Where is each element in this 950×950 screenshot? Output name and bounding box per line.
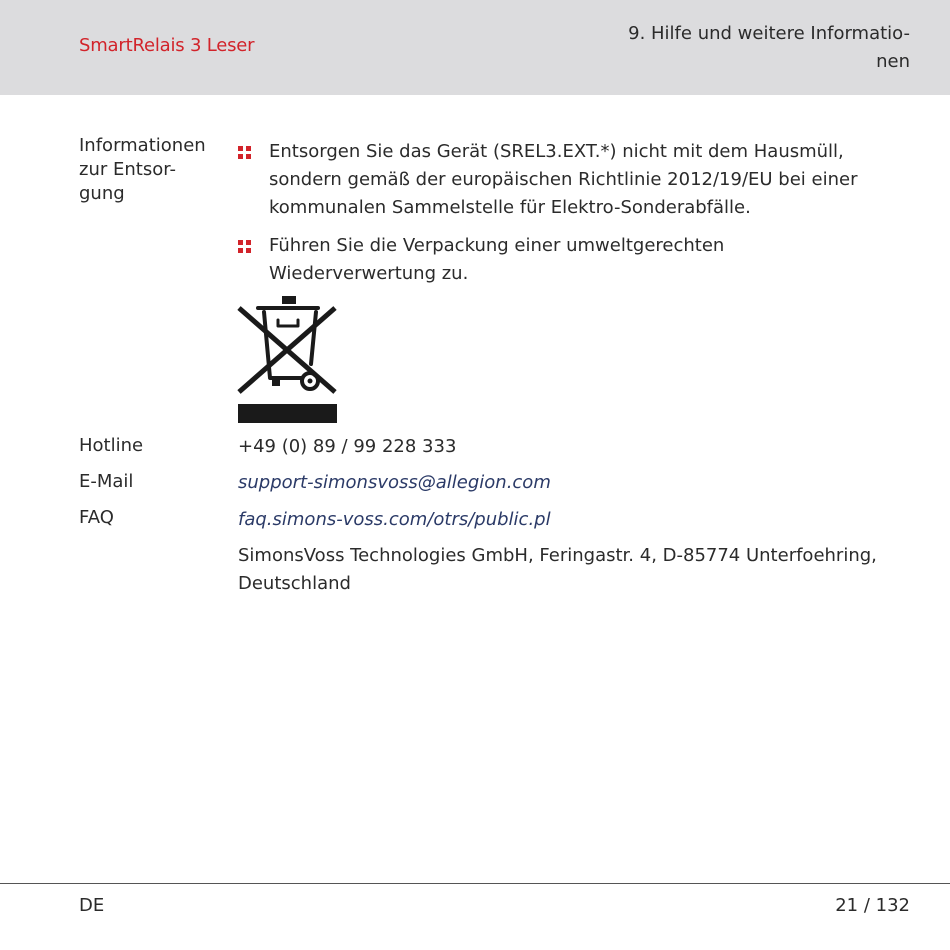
bullet-line: Führen Sie die Verpackung einer umweltgerechten: [269, 235, 725, 256]
hotline-number[interactable]: +49 (0) 89 / 99 228 333: [238, 436, 457, 457]
crossed-out-wheelie-bin-icon: [236, 294, 340, 426]
footer-language: DE: [79, 895, 105, 916]
email-label: E-Mail: [79, 471, 134, 492]
bullet-line: Wiederverwertung zu.: [269, 263, 469, 284]
disposal-label-line-2: zur Entsor-: [79, 159, 176, 180]
bullet-line: sondern gemäß der europäischen Richtlinie 2012/19/EU bei einer: [269, 169, 858, 190]
disposal-label-line-3: gung: [79, 183, 125, 204]
bullet-marker-icon: [238, 240, 252, 254]
bullet-line: kommunalen Sammelstelle für Elektro-Sonderabfälle.: [269, 197, 751, 218]
chapter-title-line-2: nen: [876, 51, 910, 72]
faq-link[interactable]: faq.simons-voss.com/otrs/public.pl: [238, 509, 551, 530]
bullet-marker-icon: [238, 146, 252, 160]
email-link[interactable]: support-simonsvoss@allegion.com: [238, 472, 551, 493]
page-header: [0, 0, 950, 95]
footer-divider: [0, 883, 950, 884]
bullet-text: [269, 138, 898, 222]
disposal-label-line-1: Informationen: [79, 135, 206, 156]
disposal-bullet-1: [238, 138, 898, 222]
bullet-text: [269, 232, 898, 288]
address-line-1: SimonsVoss Technologies GmbH, Feringastr. 4, D-85774 Unterfoehring,: [238, 545, 877, 566]
page-number: 21 / 132: [835, 895, 910, 916]
bullet-line: Entsorgen Sie das Gerät (SREL3.EXT.*) nicht mit dem Hausmüll,: [269, 141, 844, 162]
document-title: SmartRelais 3 Leser: [79, 35, 255, 56]
chapter-title: [590, 20, 910, 76]
disposal-label: [79, 134, 224, 206]
disposal-bullet-2: [238, 232, 898, 288]
hotline-label: Hotline: [79, 435, 144, 456]
company-address: [238, 542, 928, 598]
address-line-2: Deutschland: [238, 573, 351, 594]
chapter-title-line-1: 9. Hilfe und weitere Informatio-: [628, 23, 910, 44]
faq-label: FAQ: [79, 507, 114, 528]
